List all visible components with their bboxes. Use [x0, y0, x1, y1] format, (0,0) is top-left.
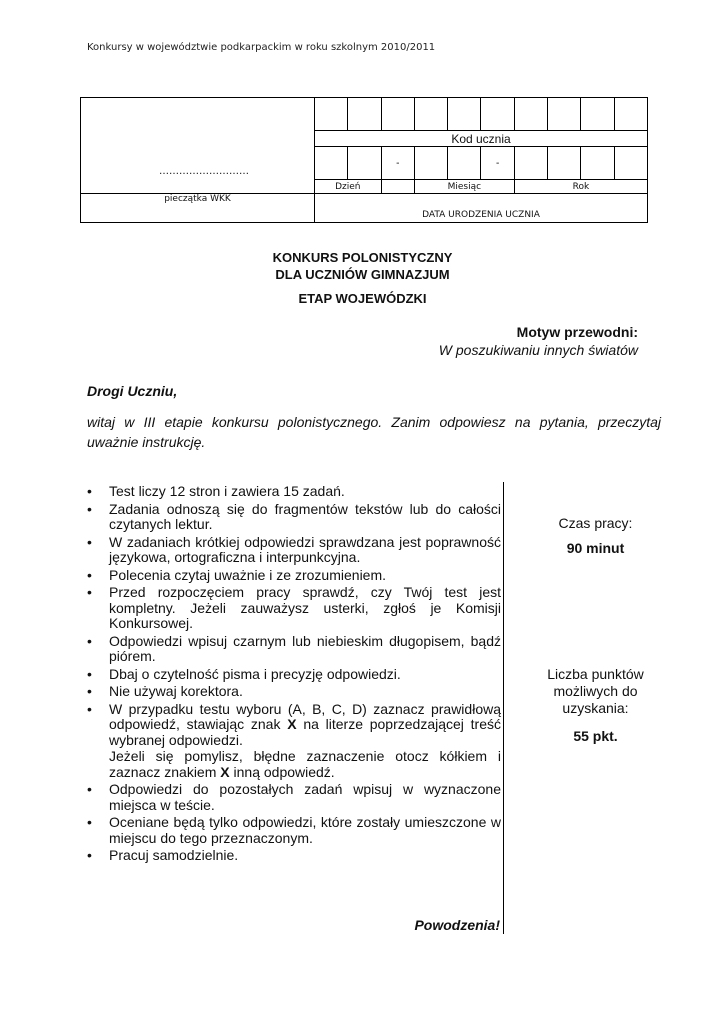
choice-correction	[109, 749, 501, 780]
instruction-item-choice	[87, 702, 501, 781]
code-box[interactable]	[514, 98, 547, 131]
birth-date-label: DATA URODZENIA UCZNIA	[315, 194, 648, 223]
code-box[interactable]	[448, 98, 481, 131]
points-label-2: możliwych do	[553, 683, 638, 699]
code-box[interactable]	[381, 98, 414, 131]
title-line-1: KONKURS POLONISTYCZNY	[272, 250, 453, 265]
motto-label: Motyw przewodni:	[516, 324, 638, 340]
year-label: Rok	[514, 180, 647, 194]
year-box[interactable]	[614, 147, 647, 180]
separator-cell	[381, 180, 414, 194]
instruction-item: • Test liczy 12 stron i zawiera 15 zadań.	[87, 484, 501, 500]
instruction-item: • Zadania odnoszą się do fragmentów tekstów lub do całości czytanych lektur.	[87, 502, 501, 533]
instruction-item: • Oceniane będą tylko odpowiedzi, które zostały umieszczone w miejscu do tego przeznaczonym.	[87, 815, 501, 846]
time-value: 90 minut	[566, 540, 625, 556]
year-box[interactable]	[548, 147, 581, 180]
instruction-item: • Przed rozpoczęciem pracy sprawdź, czy Twój test jest kompletny. Jeżeli zauważysz usterki, zgłoś je Komisji Konkursowej.	[87, 585, 501, 632]
day-label: Dzień	[315, 180, 382, 194]
title-line-2: DLA UCZNIÓW GIMNAZJUM	[275, 267, 450, 282]
code-box[interactable]	[481, 98, 514, 131]
year-box[interactable]	[514, 147, 547, 180]
instruction-item: • Odpowiedzi wpisuj czarnym lub niebieskim długopisem, bądź piórem.	[87, 634, 501, 665]
instruction-item: • Dbaj o czytelność pisma i precyzję odpowiedzi.	[87, 667, 501, 683]
code-box[interactable]	[315, 98, 348, 131]
x-mark: X	[287, 716, 297, 732]
motto-text: W poszukiwaniu innych światów	[438, 342, 638, 358]
instruction-item: • Polecenia czytaj uważnie i ze zrozumieniem.	[87, 568, 501, 584]
page-header: Konkursy w województwie podkarpackim w roku szkolnym 2010/2011	[87, 42, 436, 53]
code-box[interactable]	[581, 98, 614, 131]
stamp-label: pieczątka WKK	[81, 194, 315, 223]
code-box[interactable]	[614, 98, 647, 131]
date-separator: -	[381, 147, 414, 180]
month-box[interactable]	[414, 147, 447, 180]
month-box[interactable]	[448, 147, 481, 180]
date-separator: -	[481, 147, 514, 180]
points-label-1: Liczba punktów	[547, 666, 644, 682]
month-label: Miesiąc	[414, 180, 514, 194]
intro-text: witaj w III etapie konkursu polonistycznego. Zanim odpowiesz na pytania, przeczytaj uważnie instrukcję.	[87, 414, 661, 450]
instruction-item: • Nie używaj korektora.	[87, 684, 501, 700]
correction-text-1: Jeżeli się pomylisz, błędne zaznaczenie otocz kółkiem i zaznacz znakiem	[109, 748, 501, 780]
points-value: 55 pkt.	[573, 728, 618, 744]
instruction-item: • Pracuj samodzielnie.	[87, 848, 501, 864]
code-box[interactable]	[348, 98, 381, 131]
day-box[interactable]	[348, 147, 381, 180]
instruction-item: • W zadaniach krótkiej odpowiedzi sprawdzana jest poprawność językowa, ortograficzna i interpunkcyjna.	[87, 535, 501, 566]
code-box[interactable]	[548, 98, 581, 131]
title-line-3: ETAP WOJEWÓDZKI	[298, 291, 427, 306]
day-box[interactable]	[315, 147, 348, 180]
correction-text-2: inną odpowiedź.	[229, 763, 335, 780]
instructions-list	[87, 484, 501, 866]
x-mark: X	[220, 763, 230, 780]
greeting: Drogi Uczniu,	[87, 383, 178, 399]
student-code-form	[80, 97, 648, 223]
time-label: Czas pracy:	[558, 515, 633, 531]
choice-text-2: na literze poprzedzającej treść wybranej odpowiedzi.	[109, 716, 501, 748]
choice-text-1: W przypadku testu wyboru (A, B, C, D) zaznacz prawidłową odpowiedź, stawiając znak	[109, 700, 501, 732]
good-luck: Powodzenia!	[414, 917, 500, 933]
code-box[interactable]	[414, 98, 447, 131]
year-box[interactable]	[581, 147, 614, 180]
instruction-item: • Odpowiedzi do pozostałych zadań wpisuj w wyznaczone miejsca w teście.	[87, 782, 501, 813]
stamp-dots: ………………………	[159, 166, 249, 177]
code-label: Kod ucznia	[315, 131, 648, 147]
points-label-3: uzyskania:	[562, 700, 629, 716]
stamp-area	[81, 98, 315, 194]
